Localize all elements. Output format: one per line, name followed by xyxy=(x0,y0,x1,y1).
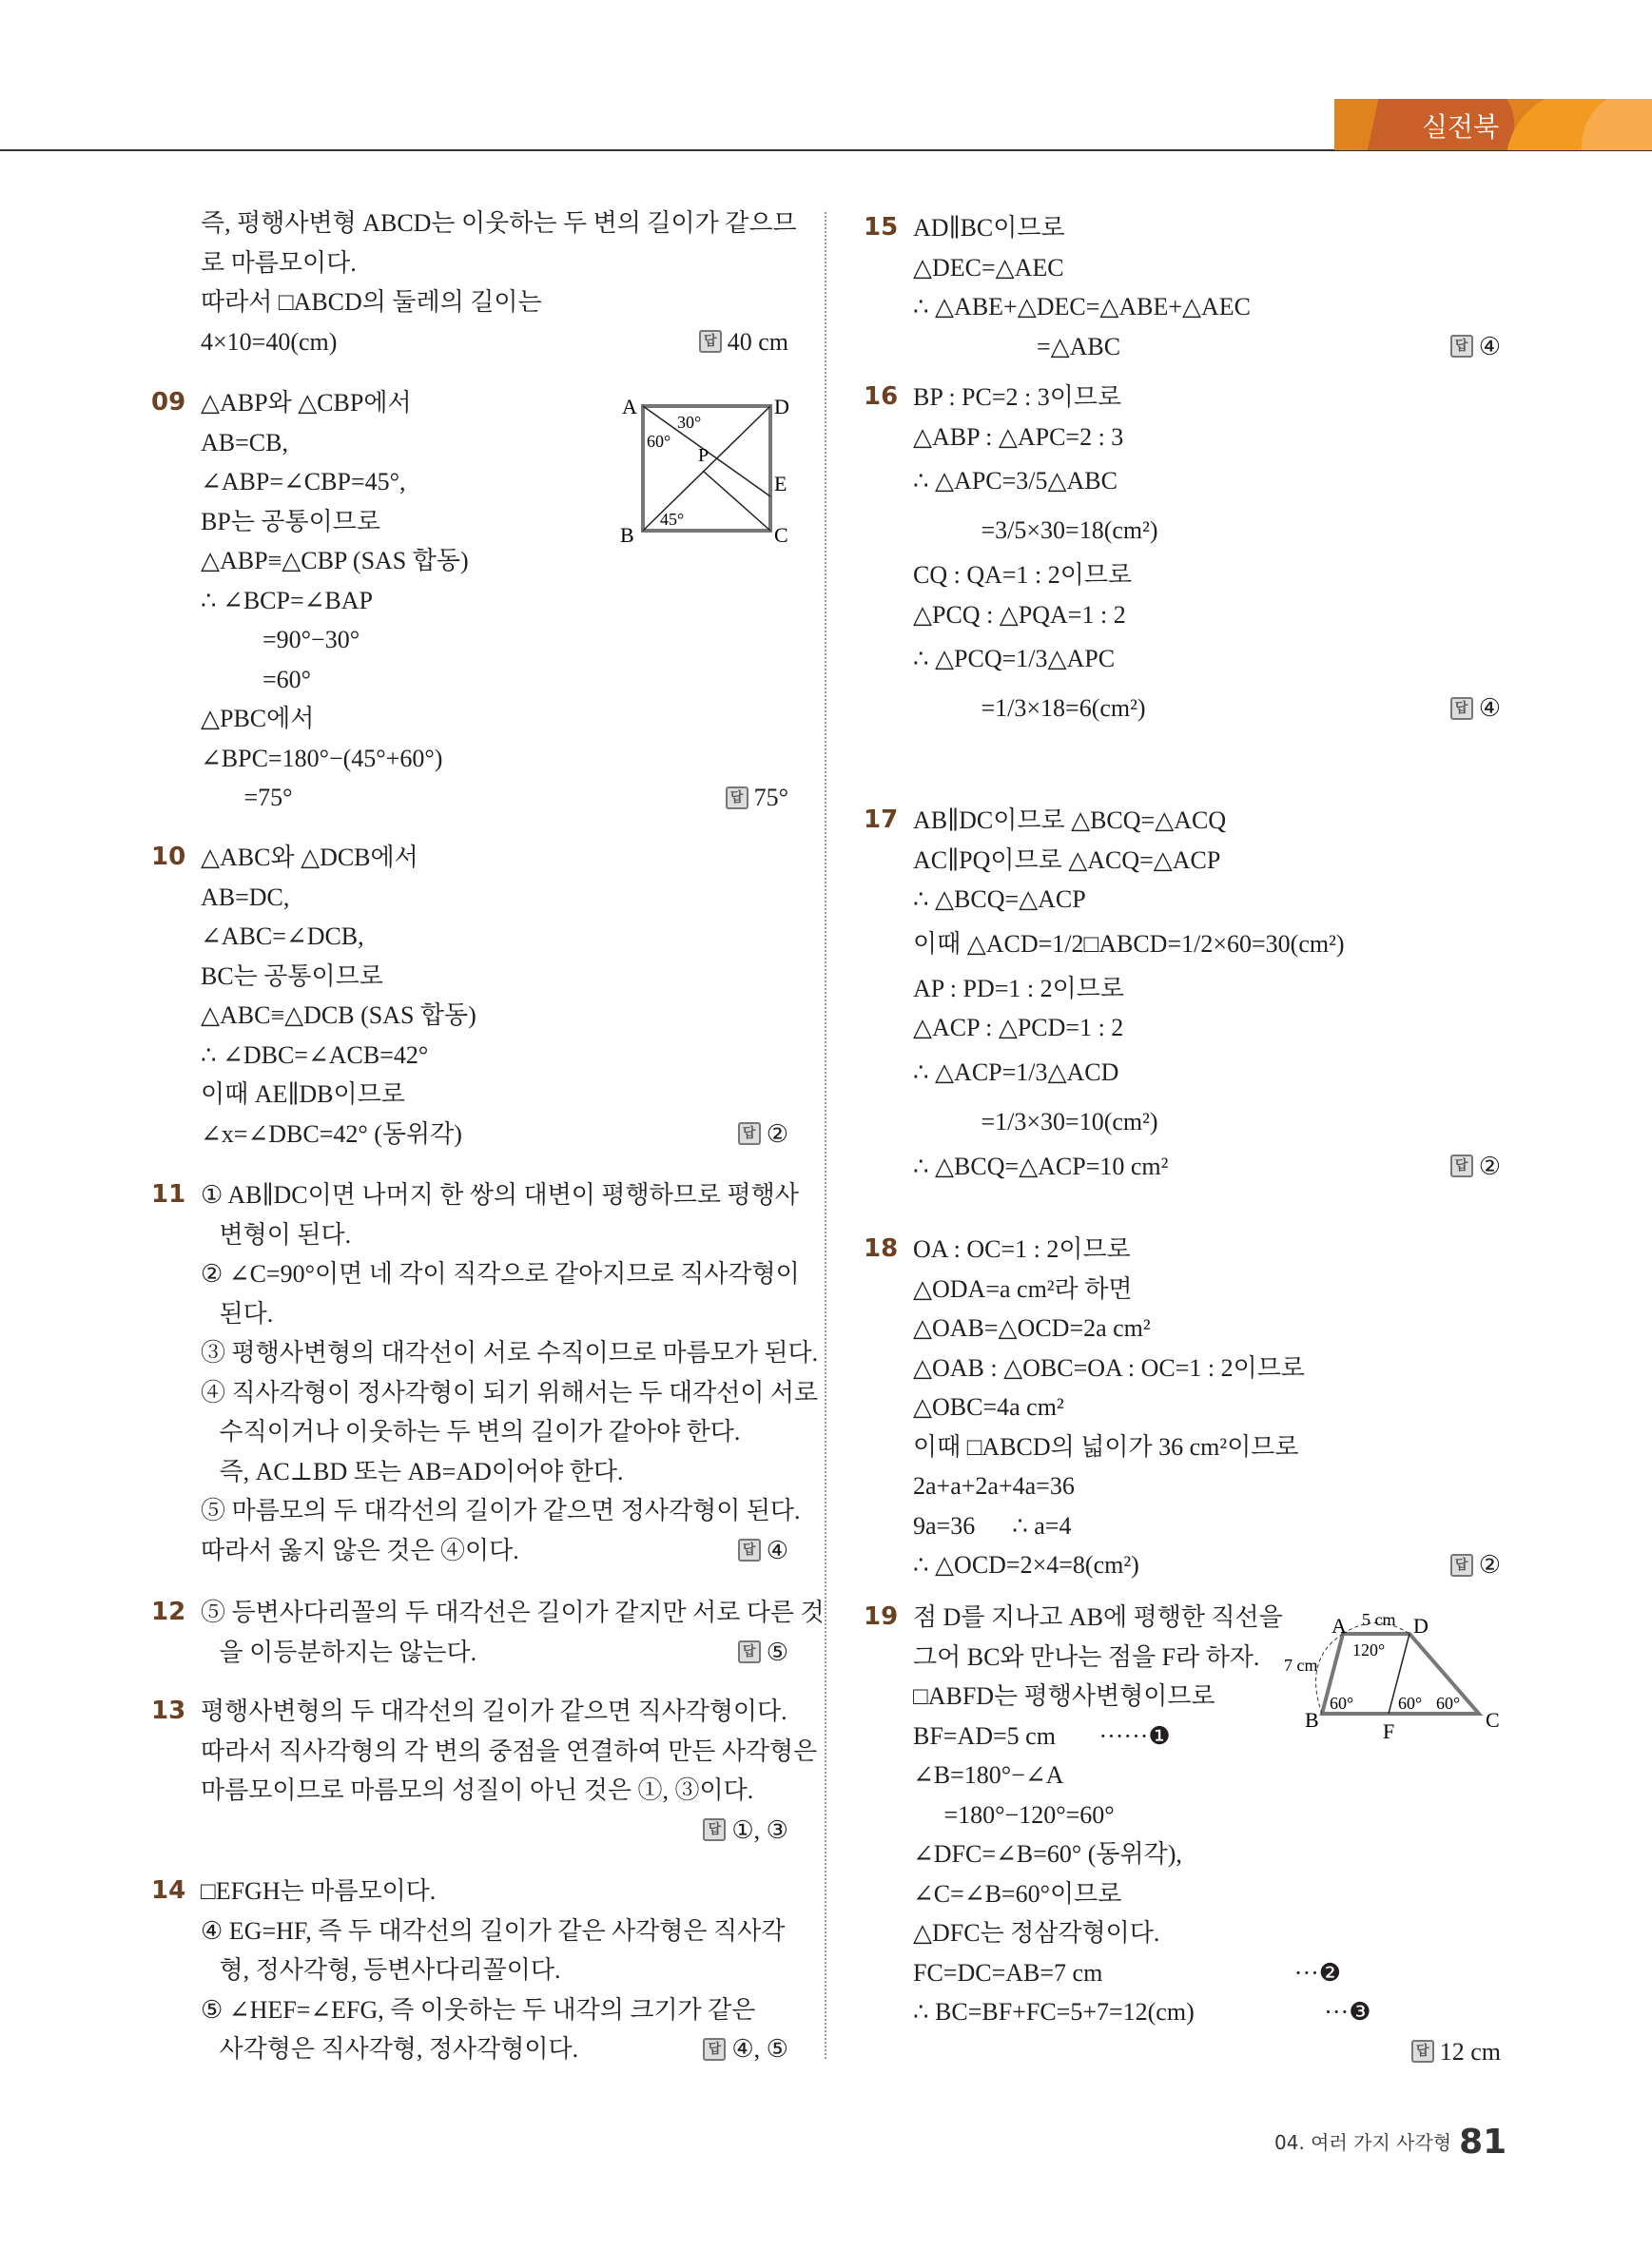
solution-line xyxy=(913,634,1501,684)
answer-icon: 답 xyxy=(738,1640,761,1663)
answer xyxy=(1450,1147,1501,1187)
solution-line-text: ∠BPC=180°−(45°+60°) xyxy=(201,744,443,772)
fig19-label-d: D xyxy=(1413,1614,1428,1638)
solution-line-text: □EFGH는 마름모이다. xyxy=(201,1877,437,1905)
solution-line xyxy=(913,1427,1501,1467)
solution-line-text: △DEC=△AEC xyxy=(913,253,1064,281)
solution-line-text: 된다. xyxy=(201,1299,274,1328)
solution-line xyxy=(201,917,788,957)
solution-line xyxy=(913,1147,1501,1187)
solution-line-text: ④ 직사각형이 정사각형이 되기 위해서는 두 대각선이 서로 xyxy=(201,1378,819,1407)
solution-line xyxy=(201,1175,799,1215)
solution-15 xyxy=(864,208,1501,366)
solution-line-text: ∴ △OCD=2×4=8(cm²) xyxy=(913,1551,1139,1579)
answer xyxy=(1450,1545,1501,1585)
solution-line-text: 따라서 □ABCD의 둘레의 길이는 xyxy=(201,288,542,316)
answer-line xyxy=(913,2032,1501,2072)
solution-line xyxy=(913,287,1501,327)
fig19-label-f: F xyxy=(1383,1719,1395,1743)
solution-line xyxy=(913,920,1501,969)
solution-line xyxy=(201,660,788,700)
solution-line-text: △ABC≡△DCB (SAS 합동) xyxy=(201,1001,476,1029)
solution-line-text: ∠B=180°−∠A xyxy=(913,1761,1064,1789)
solution-line-text: BP : PC=2 : 3이므로 xyxy=(913,383,1122,411)
solution-line-text: 그어 BC와 만나는 점을 F라 하자. xyxy=(913,1642,1260,1671)
solution-line-text: BP는 공통이므로 xyxy=(201,507,380,535)
solution-line xyxy=(913,208,1501,248)
solution-line-text: 즉, 평행사변형 ABCD는 이웃하는 두 변의 길이가 같으므 xyxy=(201,209,797,237)
solution-line xyxy=(913,1992,1501,2032)
solution-line xyxy=(201,1771,788,1811)
fig09-label-d: D xyxy=(774,395,789,418)
solution-line-text: ∴ △BCQ=△ACP xyxy=(913,885,1086,913)
solution-line xyxy=(201,1036,788,1076)
answer xyxy=(703,2029,788,2069)
answer xyxy=(738,1531,788,1571)
solution-line-text: ∴ △ACP=1/3△ACD xyxy=(913,1058,1119,1086)
solution-line-text: BF=AD=5 cm ······❶ xyxy=(913,1721,1171,1750)
problem-number: 11 xyxy=(151,1180,186,1209)
solution-line-text: △ABP와 △CBP에서 xyxy=(201,389,412,417)
solution-line xyxy=(201,1215,788,1255)
solution-line xyxy=(201,838,788,878)
solution-line-text: 이때 □ABCD의 넓이가 36 cm²이므로 xyxy=(913,1432,1299,1461)
solution-line xyxy=(913,1387,1501,1427)
solution-line-text: 형, 정사각형, 등변사다리꼴이다. xyxy=(201,1956,561,1984)
solution-line xyxy=(201,1950,788,1990)
solution-line xyxy=(201,1452,788,1492)
solution-line-text: △ABC와 △DCB에서 xyxy=(201,844,418,871)
solution-line xyxy=(913,1097,1501,1147)
answer-icon: 답 xyxy=(699,330,722,353)
solution-line xyxy=(913,969,1501,1009)
fig09-label-e: E xyxy=(774,472,787,495)
fig09-label-c: C xyxy=(774,523,788,547)
solution-line-text: △ABP : △APC=2 : 3 xyxy=(913,422,1124,451)
solution-line xyxy=(201,1115,788,1155)
solution-line-text: =180°−120°=60° xyxy=(913,1800,1115,1829)
solution-line-text: ⑤ ∠HEF=∠EFG, 즉 이웃하는 두 내각의 크기가 같은 xyxy=(201,1995,756,2024)
answer-text: ② xyxy=(766,1119,788,1148)
solution-line xyxy=(201,1412,788,1452)
solution-line-text: ∠x=∠DBC=42° (동위각) xyxy=(201,1119,462,1148)
solution-line xyxy=(913,801,1501,841)
answer-icon: 답 xyxy=(726,786,748,809)
solution-line-text: △OAB=△OCD=2a cm² xyxy=(913,1314,1151,1342)
solution-line xyxy=(913,456,1501,506)
answer xyxy=(738,1115,788,1155)
solution-line-text: □ABFD는 평행사변형이므로 xyxy=(913,1682,1215,1710)
solution-line-text: BC는 공통이므로 xyxy=(201,961,383,990)
solution-line-text: △ABP≡△CBP (SAS 합동) xyxy=(201,547,469,574)
problem-number: 15 xyxy=(864,213,899,242)
answer xyxy=(1411,2032,1501,2072)
solution-line xyxy=(913,1309,1501,1349)
answer-text: 75° xyxy=(753,784,788,811)
solution-line xyxy=(201,541,788,581)
problem-number: 19 xyxy=(864,1602,899,1631)
solution-line xyxy=(913,1545,1501,1585)
solution-line-text: 사각형은 직사각형, 정사각형이다. xyxy=(201,2035,579,2063)
answer-text: ④ xyxy=(1478,694,1501,722)
answer-text: ⑤ xyxy=(766,1638,788,1666)
answer-text: ④ xyxy=(766,1536,788,1564)
fig19-measure-ad: 5 cm xyxy=(1362,1610,1396,1629)
answer-text: ①, ③ xyxy=(731,1815,788,1844)
answer-text: ④, ⑤ xyxy=(731,2035,788,2063)
solution-line xyxy=(913,841,1501,881)
solution-line-text: =3/5×30=18(cm²) xyxy=(913,516,1158,544)
answer xyxy=(738,1633,788,1673)
solution-line-text: ③ 평행사변형의 대각선이 서로 수직이므로 마름모가 된다. xyxy=(201,1339,819,1367)
solution-line-text: 2a+a+2a+4a=36 xyxy=(913,1472,1075,1500)
fig09-angle-30: 30° xyxy=(677,413,702,432)
solution-line-text: △PBC에서 xyxy=(201,705,315,732)
solution-13 xyxy=(151,1692,818,1850)
solution-line xyxy=(201,1633,788,1673)
solution-line-text: AB∥DC이므로 △BCQ=△ACQ xyxy=(913,806,1227,834)
solution-line-text: 이때 AE∥DB이므로 xyxy=(201,1080,405,1108)
solution-line-text: =75° xyxy=(201,784,293,811)
solution-line xyxy=(201,778,788,818)
solution-line xyxy=(913,1874,1501,1914)
fig19-angle-b: 60° xyxy=(1330,1694,1354,1713)
solution-line xyxy=(913,327,1501,367)
solution-line-text: =△ABC xyxy=(913,332,1121,360)
answer xyxy=(726,778,788,818)
solution-line-text: 을 이등분하지는 않는다. xyxy=(201,1638,477,1666)
solution-line-text: △PCQ : △PQA=1 : 2 xyxy=(913,600,1126,629)
solution-line xyxy=(201,1333,819,1373)
solution-line xyxy=(201,1911,788,1951)
solution-line-text: 따라서 직사각형의 각 변의 중점을 연결하여 만든 사각형은 xyxy=(201,1737,818,1765)
fig19-label-b: B xyxy=(1305,1708,1319,1732)
solution-line-text: ④ EG=HF, 즉 두 대각선의 길이가 같은 사각형은 직사각 xyxy=(201,1916,786,1945)
answer-icon: 답 xyxy=(703,1818,726,1841)
solution-line-text: =60° xyxy=(201,665,312,693)
page-number: 81 xyxy=(1459,2123,1507,2162)
fig09-label-a: A xyxy=(622,395,637,418)
solution-08-continued xyxy=(201,204,797,361)
solution-line xyxy=(913,1795,1501,1835)
solution-line xyxy=(913,1756,1501,1795)
solution-line-text: ⑤ 등변사다리꼴의 두 대각선은 길이가 같지만 서로 다른 것 xyxy=(201,1599,825,1626)
solution-line xyxy=(201,581,788,621)
solution-line-text: 즉, AC⊥BD 또는 AB=AD이어야 한다. xyxy=(201,1457,624,1485)
solution-line-text: ∴ BC=BF+FC=5+7=12(cm) ···❸ xyxy=(913,1998,1371,2026)
fig19-angle-c: 60° xyxy=(1436,1694,1461,1713)
solution-line xyxy=(201,282,788,322)
problem-number: 16 xyxy=(864,382,899,411)
problem-number: 12 xyxy=(151,1598,186,1626)
solution-line xyxy=(913,1466,1501,1506)
solution-line xyxy=(201,204,797,243)
solution-line xyxy=(913,1913,1501,1953)
solution-line xyxy=(201,1373,819,1413)
solution-line xyxy=(913,1834,1501,1874)
solution-line xyxy=(913,1506,1501,1546)
answer-text: 12 cm xyxy=(1439,2037,1501,2066)
answer-text: 40 cm xyxy=(727,327,788,356)
solution-line-text: =1/3×18=6(cm²) xyxy=(913,694,1146,722)
solution-line xyxy=(201,1491,801,1531)
solution-line-text: ∴ ∠DBC=∠ACB=42° xyxy=(201,1040,429,1069)
solution-line-text: 평행사변형의 두 대각선의 길이가 같으면 직사각형이다. xyxy=(201,1698,787,1725)
solution-line-text: ∴ ∠BCP=∠BAP xyxy=(201,586,373,614)
solution-line xyxy=(201,1531,788,1571)
solution-line-text: △OBC=4a cm² xyxy=(913,1393,1064,1421)
chapter-title: 04. 여러 가지 사각형 xyxy=(1274,2131,1452,2154)
solution-line xyxy=(201,878,788,918)
answer-line xyxy=(201,1811,788,1851)
solution-line xyxy=(913,1048,1501,1097)
fig09-angle-60: 60° xyxy=(647,432,671,451)
solution-line-text: 이때 △ACD=1/2□ABCD=1/2×60=30(cm²) xyxy=(913,929,1345,958)
solution-16 xyxy=(864,378,1501,733)
solution-17 xyxy=(864,801,1501,1186)
solution-line xyxy=(201,1872,788,1911)
answer-text: ② xyxy=(1478,1152,1501,1180)
solution-line xyxy=(201,996,788,1036)
solution-line-text: ∠DFC=∠B=60° (동위각), xyxy=(913,1840,1182,1868)
solution-line-text: 9a=36 ∴ a=4 xyxy=(913,1511,1072,1540)
section-tab-label: 실전북 xyxy=(1422,111,1500,143)
solution-line xyxy=(913,1008,1501,1048)
solution-line-text: ∴ △PCQ=1/3△APC xyxy=(913,645,1116,672)
answer-icon: 답 xyxy=(738,1539,761,1562)
solution-14 xyxy=(151,1872,788,2069)
solution-line-text: △ODA=a cm²라 하면 xyxy=(913,1274,1133,1303)
solution-line-text: ⑤ 마름모의 두 대각선의 길이가 같으면 정사각형이 된다. xyxy=(201,1497,801,1524)
fig09-label-p: P xyxy=(698,445,709,466)
answer-icon: 답 xyxy=(1450,697,1473,720)
solution-line xyxy=(913,1230,1501,1270)
figure-09-square xyxy=(618,385,799,547)
solution-line-text: 수직이거나 이웃하는 두 변의 길이가 같아야 한다. xyxy=(201,1418,741,1446)
solution-line xyxy=(913,378,1501,417)
solution-line xyxy=(201,1254,800,1294)
solution-line xyxy=(913,506,1501,555)
solution-line-text: ① AB∥DC이면 나머지 한 쌍의 대변이 평행하므로 평행사 xyxy=(201,1181,799,1209)
figure-19-trapezoid xyxy=(1284,1602,1512,1745)
answer-text: ② xyxy=(1478,1551,1501,1579)
solution-line-text: ∠ABC=∠DCB, xyxy=(201,922,364,950)
solution-line xyxy=(913,684,1501,733)
solution-line-text: 따라서 옳지 않은 것은 ④이다. xyxy=(201,1536,519,1564)
solution-line xyxy=(201,2029,788,2069)
answer xyxy=(699,322,788,362)
solution-line xyxy=(913,555,1501,595)
solution-line xyxy=(913,248,1501,288)
solution-line xyxy=(201,1732,818,1772)
solution-line-text: ∴ △BCQ=△ACP=10 cm² xyxy=(913,1152,1169,1180)
solution-line xyxy=(201,957,788,997)
problem-number: 14 xyxy=(151,1876,186,1905)
problem-number: 13 xyxy=(151,1697,186,1725)
solution-line xyxy=(201,1990,788,2030)
solution-line xyxy=(913,1270,1501,1310)
solution-line-text: ∴ △APC=3/5△ABC xyxy=(913,467,1118,495)
fig19-label-a: A xyxy=(1331,1614,1347,1638)
solution-line-text: AP : PD=1 : 2이므로 xyxy=(913,974,1124,1002)
fig09-label-b: B xyxy=(620,523,634,547)
problem-number: 17 xyxy=(864,805,899,834)
answer xyxy=(703,1811,788,1851)
solution-line-text: △DFC는 정삼각형이다. xyxy=(913,1919,1160,1947)
solution-line-text: △OAB : △OBC=OA : OC=1 : 2이므로 xyxy=(913,1353,1305,1382)
page-footer xyxy=(1274,2123,1506,2162)
answer xyxy=(1450,327,1501,367)
solution-line-text: FC=DC=AB=7 cm ···❷ xyxy=(913,1958,1342,1987)
solution-line-text: CQ : QA=1 : 2이므로 xyxy=(913,561,1133,589)
solution-line xyxy=(201,739,788,779)
solution-line-text: ∠C=∠B=60°이므로 xyxy=(913,1879,1122,1908)
answer-icon: 답 xyxy=(1450,335,1473,358)
answer-text: ④ xyxy=(1478,332,1501,360)
section-tab xyxy=(1334,99,1652,150)
solution-line-text: 점 D를 지나고 AB에 평행한 직선을 xyxy=(913,1603,1283,1631)
solution-10 xyxy=(151,838,788,1154)
solution-line-text: =90°−30° xyxy=(201,626,360,653)
solution-line-text: 로 마름모이다. xyxy=(201,248,357,277)
solution-line xyxy=(201,322,788,362)
solution-line-text: AB=DC, xyxy=(201,883,290,911)
fig19-measure-ab: 7 cm xyxy=(1284,1656,1318,1675)
column-divider xyxy=(825,212,827,2059)
answer-icon: 답 xyxy=(1450,1554,1473,1577)
answer-icon: 답 xyxy=(703,2038,726,2061)
solution-line xyxy=(913,880,1501,920)
fig19-angle-f: 60° xyxy=(1398,1694,1423,1713)
solution-line-text: AC∥PQ이므로 △ACQ=△ACP xyxy=(913,845,1221,874)
solution-line-text: ② ∠C=90°이면 네 각이 직각으로 같아지므로 직사각형이 xyxy=(201,1260,800,1288)
solution-line xyxy=(201,699,788,739)
solution-line xyxy=(201,1692,788,1732)
solution-line xyxy=(913,1953,1501,1993)
solution-line xyxy=(201,1294,788,1334)
solution-18 xyxy=(864,1230,1501,1585)
solution-line-text: =1/3×30=10(cm²) xyxy=(913,1107,1158,1135)
solution-line xyxy=(913,595,1501,635)
answer-icon: 답 xyxy=(1411,2040,1434,2063)
solution-line-text: 4×10=40(cm) xyxy=(201,327,338,356)
problem-number: 10 xyxy=(151,843,186,871)
solution-line-text: OA : OC=1 : 2이므로 xyxy=(913,1235,1131,1263)
problem-number: 09 xyxy=(151,388,186,417)
solution-line-text: ∴ △ABE+△DEC=△ABE+△AEC xyxy=(913,293,1252,320)
solution-line-text: ∠ABP=∠CBP=45°, xyxy=(201,468,406,495)
solution-line-text: 마름모이므로 마름모의 성질이 아닌 것은 ①, ③이다. xyxy=(201,1776,754,1804)
solution-line-text: AB=CB, xyxy=(201,428,288,456)
answer xyxy=(1450,684,1501,733)
problem-number: 18 xyxy=(864,1234,899,1263)
fig19-label-c: C xyxy=(1486,1708,1500,1732)
solution-line-text: △ACP : △PCD=1 : 2 xyxy=(913,1014,1124,1041)
fig09-angle-45: 45° xyxy=(660,510,685,529)
solution-line-text: AD∥BC이므로 xyxy=(913,214,1065,242)
solution-line xyxy=(201,1593,825,1633)
solution-line xyxy=(201,620,788,660)
solution-11 xyxy=(151,1175,819,1570)
solution-line xyxy=(201,1075,788,1115)
solution-line xyxy=(201,243,788,283)
answer-icon: 답 xyxy=(1450,1155,1473,1177)
solution-12 xyxy=(151,1593,825,1672)
answer-icon: 답 xyxy=(738,1122,761,1145)
solution-line xyxy=(913,1349,1501,1388)
fig19-angle-a: 120° xyxy=(1352,1640,1386,1659)
solution-line-text: 변형이 된다. xyxy=(201,1220,352,1249)
solution-line xyxy=(913,417,1501,457)
